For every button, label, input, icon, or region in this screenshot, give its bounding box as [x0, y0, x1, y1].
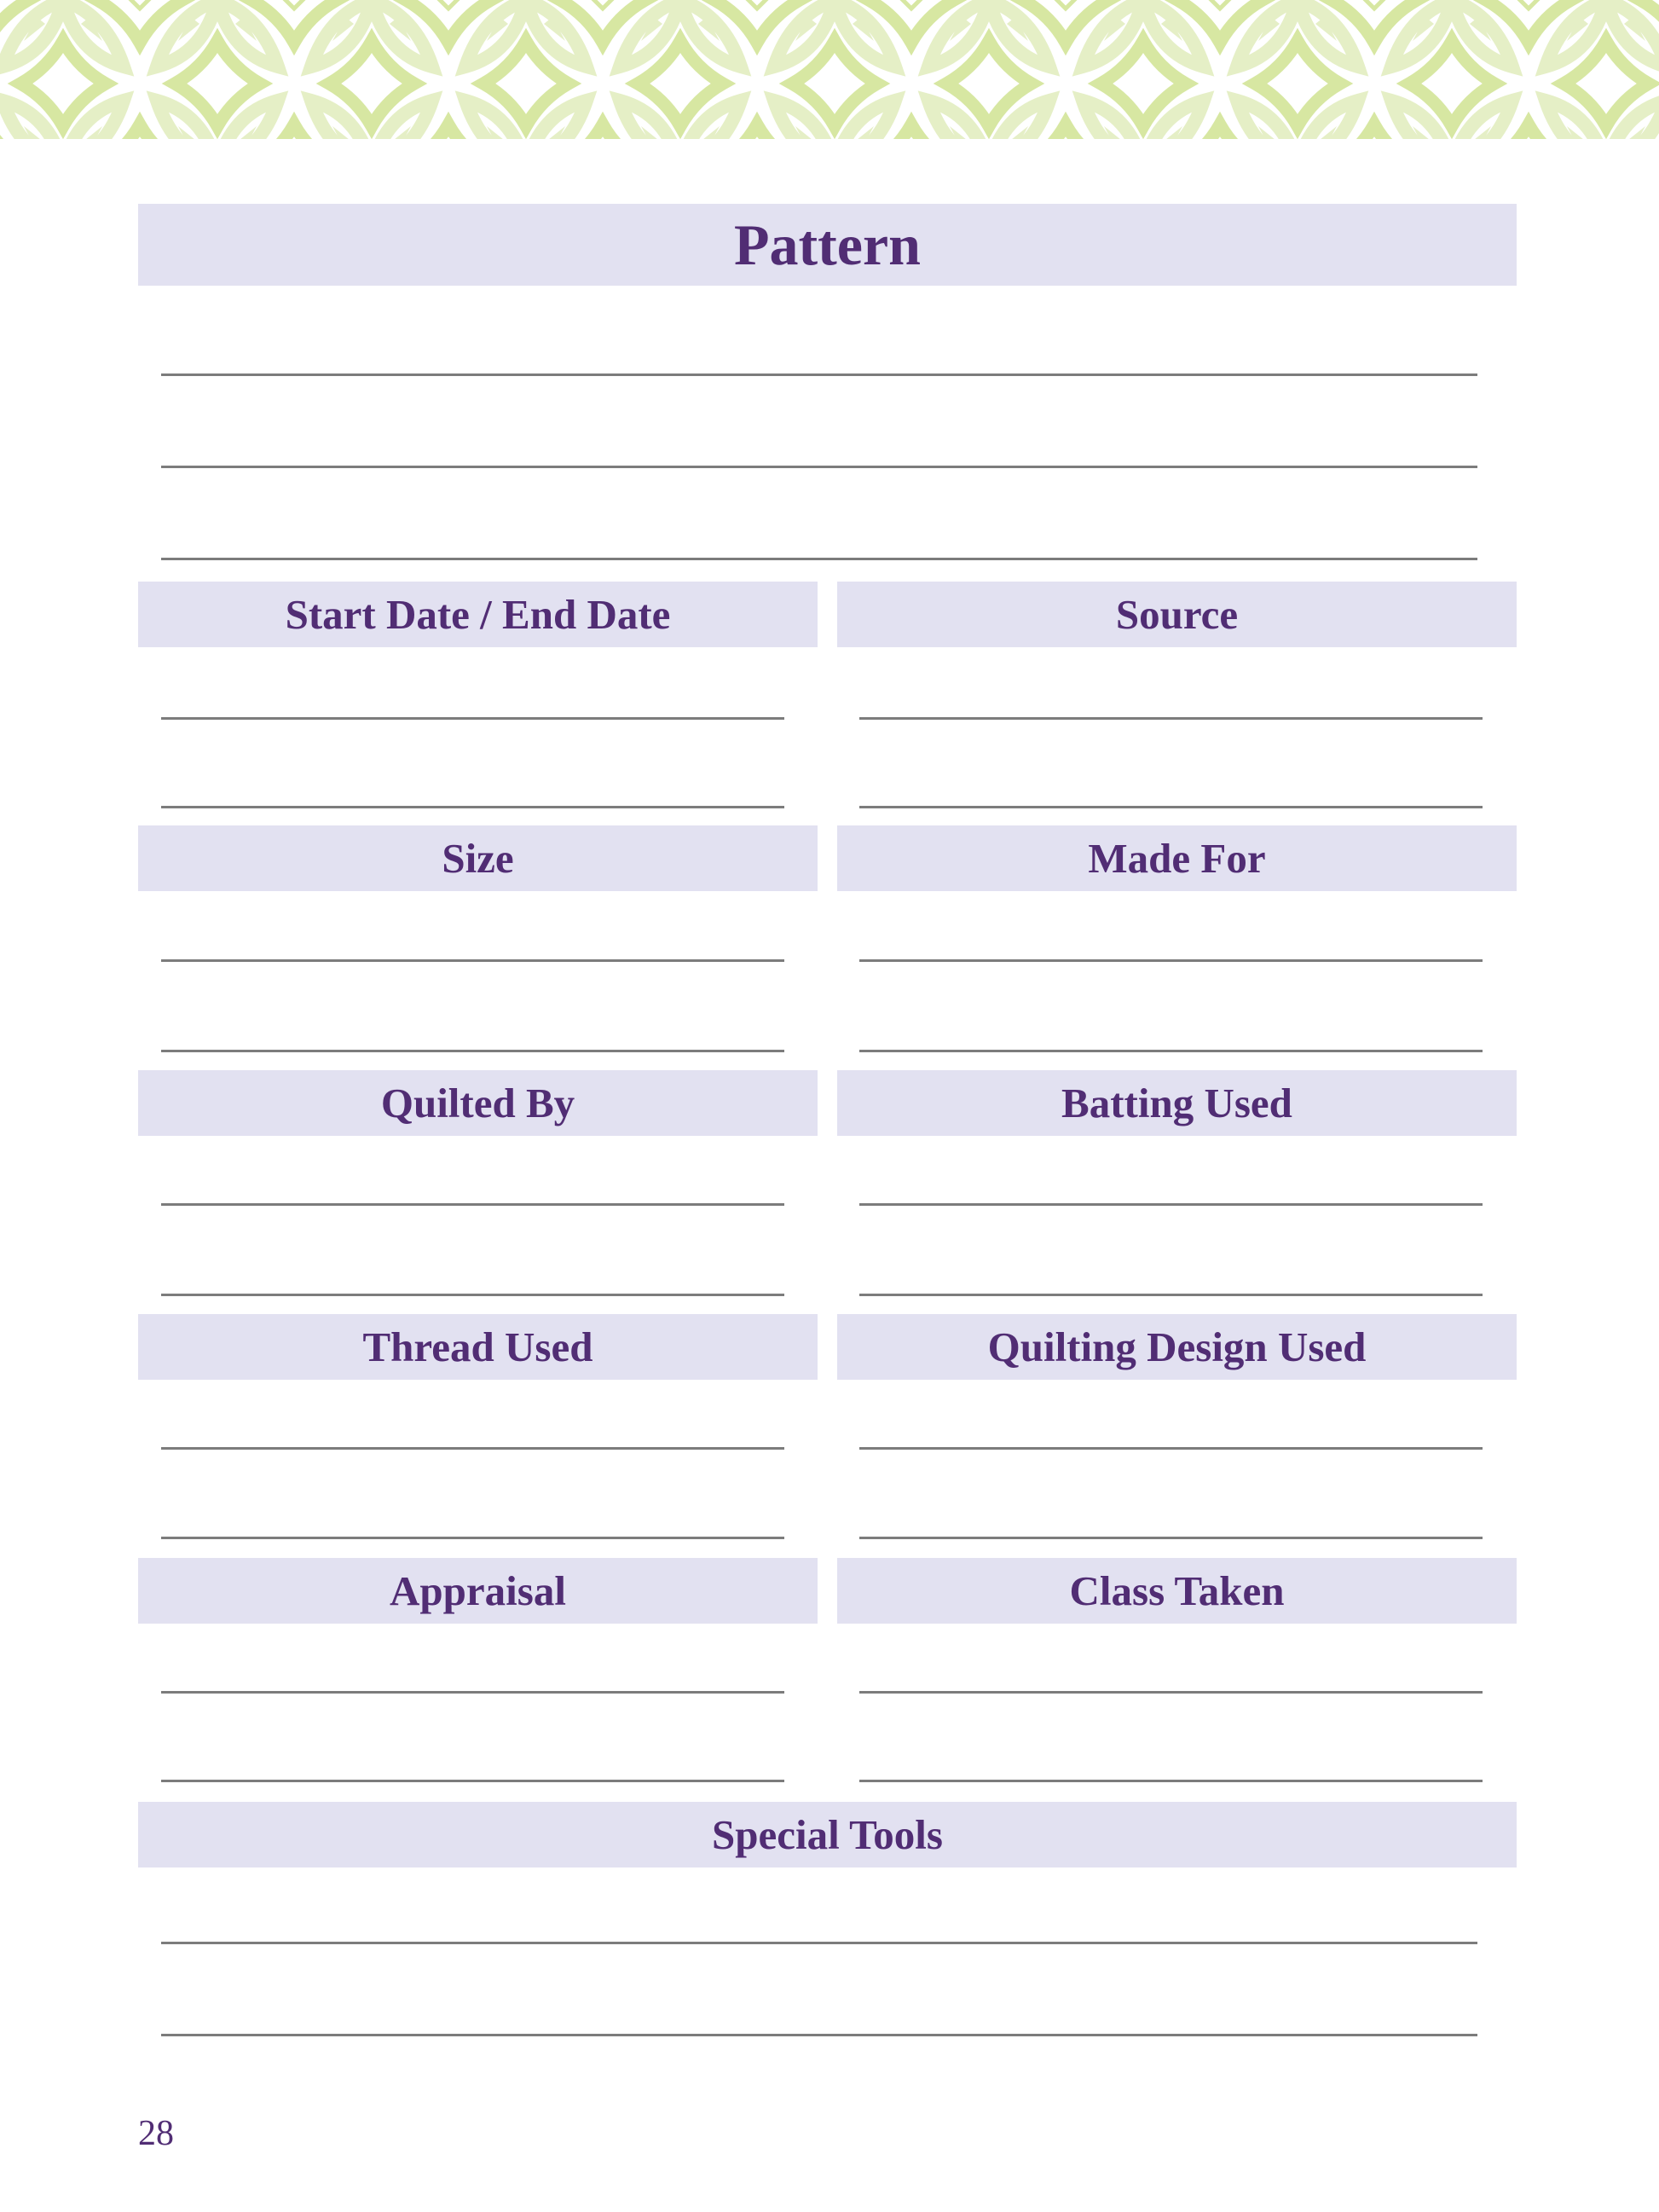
pattern-heading: [138, 204, 1517, 286]
appraisal-label: Appraisal: [390, 1567, 566, 1614]
class-taken-write-line[interactable]: [859, 1780, 1483, 1782]
pattern-write-line[interactable]: [161, 373, 1477, 376]
start-end-date-write-line[interactable]: [161, 806, 784, 808]
pattern-write-line[interactable]: [161, 558, 1477, 560]
start-end-date-heading: [138, 582, 818, 647]
thread-used-write-line[interactable]: [161, 1537, 784, 1539]
source-write-line[interactable]: [859, 806, 1483, 808]
batting-used-label: Batting Used: [1061, 1080, 1292, 1126]
thread-used-heading: [138, 1314, 818, 1380]
quilted-by-heading: [138, 1070, 818, 1136]
special-tools-heading: [138, 1802, 1517, 1867]
size-write-line[interactable]: [161, 1050, 784, 1052]
source-write-line[interactable]: [859, 717, 1483, 720]
special-tools-write-line[interactable]: [161, 2034, 1477, 2036]
source-heading: [837, 582, 1517, 647]
page-title: Pattern: [733, 211, 921, 277]
geometric-pattern-icon: [0, 0, 1659, 139]
decorative-pattern-band: [0, 0, 1659, 139]
class-taken-heading: [837, 1558, 1517, 1624]
special-tools-label: Special Tools: [712, 1811, 943, 1858]
appraisal-heading: [138, 1558, 818, 1624]
batting-used-write-line[interactable]: [859, 1294, 1483, 1296]
thread-used-label: Thread Used: [362, 1323, 593, 1370]
appraisal-write-line[interactable]: [161, 1691, 784, 1694]
made-for-write-line[interactable]: [859, 959, 1483, 962]
appraisal-write-line[interactable]: [161, 1780, 784, 1782]
quilted-by-write-line[interactable]: [161, 1203, 784, 1206]
pattern-write-line[interactable]: [161, 466, 1477, 468]
start-end-date-label: Start Date / End Date: [285, 591, 671, 638]
quilted-by-label: Quilted By: [380, 1080, 575, 1126]
size-label: Size: [442, 835, 514, 882]
quilting-design-used-label: Quilting Design Used: [987, 1323, 1367, 1370]
made-for-label: Made For: [1088, 835, 1266, 882]
made-for-write-line[interactable]: [859, 1050, 1483, 1052]
quilting-design-used-write-line[interactable]: [859, 1537, 1483, 1539]
batting-used-write-line[interactable]: [859, 1203, 1483, 1206]
class-taken-write-line[interactable]: [859, 1691, 1483, 1694]
class-taken-label: Class Taken: [1069, 1567, 1285, 1614]
source-label: Source: [1115, 591, 1239, 638]
thread-used-write-line[interactable]: [161, 1447, 784, 1450]
size-heading: [138, 825, 818, 891]
batting-used-heading: [837, 1070, 1517, 1136]
size-write-line[interactable]: [161, 959, 784, 962]
quilted-by-write-line[interactable]: [161, 1294, 784, 1296]
special-tools-write-line[interactable]: [161, 1942, 1477, 1944]
start-end-date-write-line[interactable]: [161, 717, 784, 720]
page-number: 28: [138, 2114, 174, 2153]
quilting-design-used-write-line[interactable]: [859, 1447, 1483, 1450]
quilting-design-used-heading: [837, 1314, 1517, 1380]
made-for-heading: [837, 825, 1517, 891]
